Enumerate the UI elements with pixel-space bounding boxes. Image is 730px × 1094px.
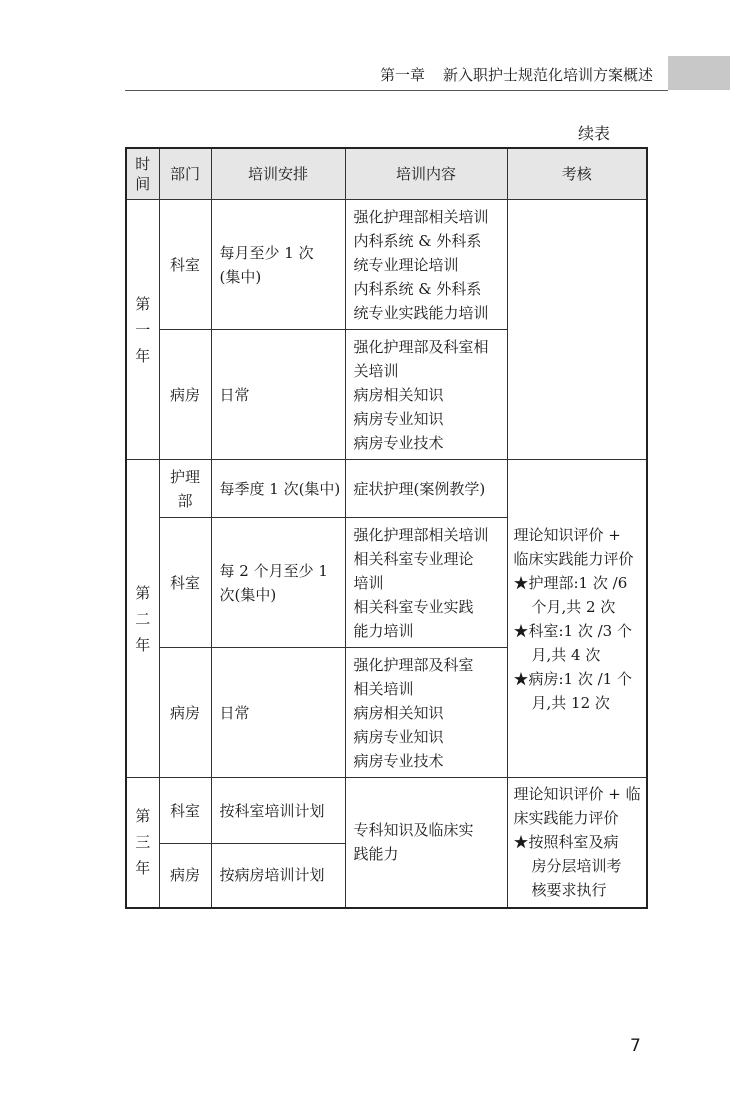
cell-line: 强化护理部及科室相 xyxy=(353,337,489,356)
plan-cell xyxy=(211,648,345,778)
cell-line: 个月,共 2 次 xyxy=(531,597,616,616)
cell-line: 病房相关知识 xyxy=(353,385,444,404)
vertical-char: 一 xyxy=(135,320,151,339)
continued-label: 续表 xyxy=(578,124,611,143)
cell-line: 每 2 个月至少 1 xyxy=(219,561,328,580)
year-2-label xyxy=(126,460,159,778)
column-header-assessment: 考核 xyxy=(507,148,647,200)
cell-line: 内科系统 & 外科系 xyxy=(353,279,482,298)
header-rule xyxy=(125,90,668,91)
vertical-char: 三 xyxy=(135,833,151,852)
cell-line: 专科知识及临床实 xyxy=(353,821,474,840)
cell-line: 病房专业技术 xyxy=(353,433,444,452)
cell-line: 护理 xyxy=(169,467,200,486)
plan-cell xyxy=(211,844,345,908)
vertical-char: 二 xyxy=(135,609,151,628)
cell-line: ★科室:1 次 /3 个 xyxy=(513,621,632,640)
cell-line: 相关科室专业实践 xyxy=(353,597,474,616)
column-header-plan: 培训安排 xyxy=(211,148,345,200)
cell-line: 病房相关知识 xyxy=(353,703,444,722)
cell-line: 关培训 xyxy=(353,361,399,380)
plan-cell xyxy=(211,330,345,460)
vertical-char: 年 xyxy=(135,635,151,654)
dept-cell xyxy=(159,460,211,518)
column-header-content: 培训内容 xyxy=(345,148,507,200)
table-row xyxy=(126,200,647,330)
vertical-char: 第 xyxy=(135,294,151,313)
content-cell xyxy=(345,200,507,330)
plan-cell xyxy=(211,200,345,330)
cell-line: 次(集中) xyxy=(219,585,277,604)
page-number: 7 xyxy=(630,1036,641,1056)
cell-line: 按科室培训计划 xyxy=(219,801,325,820)
cell-line: ★护理部:1 次 /6 xyxy=(513,573,628,592)
vertical-char: 第 xyxy=(135,807,151,826)
dept-cell: 科室 xyxy=(159,200,211,330)
column-header-time xyxy=(126,148,159,200)
cell-line: 践能力 xyxy=(353,845,399,864)
cell-line: ★病房:1 次 /1 个 xyxy=(513,669,632,688)
cell-line: 房分层培训考 xyxy=(531,857,622,876)
content-cell xyxy=(345,648,507,778)
plan-cell xyxy=(211,518,345,648)
dept-cell: 科室 xyxy=(159,518,211,648)
plan-cell xyxy=(211,778,345,844)
content-cell xyxy=(345,460,507,518)
assessment-cell xyxy=(507,460,647,778)
cell-line: 理论知识评价 + 临 xyxy=(513,785,641,804)
content-cell xyxy=(345,778,507,908)
running-head xyxy=(380,64,654,85)
cell-line: 床实践能力评价 xyxy=(513,809,619,828)
column-header-dept: 部门 xyxy=(159,148,211,200)
cell-line: 按病房培训计划 xyxy=(219,866,325,885)
cell-line: 日常 xyxy=(219,703,250,722)
cell-line: 强化护理部及科室 xyxy=(353,655,474,674)
year-3-label xyxy=(126,778,159,908)
vertical-char: 年 xyxy=(135,859,151,878)
cell-line: 强化护理部相关培训 xyxy=(353,207,489,226)
content-cell xyxy=(345,330,507,460)
cell-line: 能力培训 xyxy=(353,621,414,640)
vertical-char: 时 xyxy=(135,155,151,173)
vertical-char: 间 xyxy=(135,175,151,193)
cell-line: 月,共 12 次 xyxy=(531,693,610,712)
vertical-char: 第 xyxy=(135,583,151,602)
assessment-cell xyxy=(507,200,647,460)
cell-line: (集中) xyxy=(219,267,262,286)
dept-cell: 科室 xyxy=(159,778,211,844)
cell-line: 相关科室专业理论 xyxy=(353,549,474,568)
plan-cell xyxy=(211,460,345,518)
training-schedule-table xyxy=(125,147,648,909)
cell-line: 理论知识评价 + xyxy=(513,525,621,544)
chapter-title: 新入职护士规范化培训方案概述 xyxy=(443,66,654,84)
table-header-row xyxy=(126,148,647,200)
cell-line: 统专业实践能力培训 xyxy=(353,303,489,322)
dept-cell: 病房 xyxy=(159,648,211,778)
dept-cell: 病房 xyxy=(159,844,211,908)
cell-line: 内科系统 & 外科系 xyxy=(353,231,482,250)
cell-line: 强化护理部相关培训 xyxy=(353,525,489,544)
cell-line: 症状护理(案例教学) xyxy=(353,479,486,498)
year-1-label xyxy=(126,200,159,460)
cell-line: 病房专业技术 xyxy=(353,751,444,770)
vertical-char: 年 xyxy=(135,346,151,365)
cell-line: 病房专业知识 xyxy=(353,409,444,428)
dept-cell: 病房 xyxy=(159,330,211,460)
chapter-tab-marker xyxy=(668,56,730,90)
chapter-label: 第一章 xyxy=(380,66,426,84)
table-row xyxy=(126,460,647,518)
cell-line: 月,共 4 次 xyxy=(531,645,601,664)
table-row xyxy=(126,778,647,844)
cell-line: 临床实践能力评价 xyxy=(513,549,634,568)
cell-line: ★按照科室及病 xyxy=(513,833,619,852)
cell-line: 每季度 1 次(集中) xyxy=(219,479,341,498)
cell-line: 统专业理论培训 xyxy=(353,255,459,274)
cell-line: 培训 xyxy=(353,573,384,592)
cell-line: 部 xyxy=(177,491,193,510)
assessment-cell xyxy=(507,778,647,908)
cell-line: 核要求执行 xyxy=(531,881,607,900)
content-cell xyxy=(345,518,507,648)
cell-line: 病房专业知识 xyxy=(353,727,444,746)
cell-line: 每月至少 1 次 xyxy=(219,243,314,262)
cell-line: 相关培训 xyxy=(353,679,414,698)
cell-line: 日常 xyxy=(219,385,250,404)
